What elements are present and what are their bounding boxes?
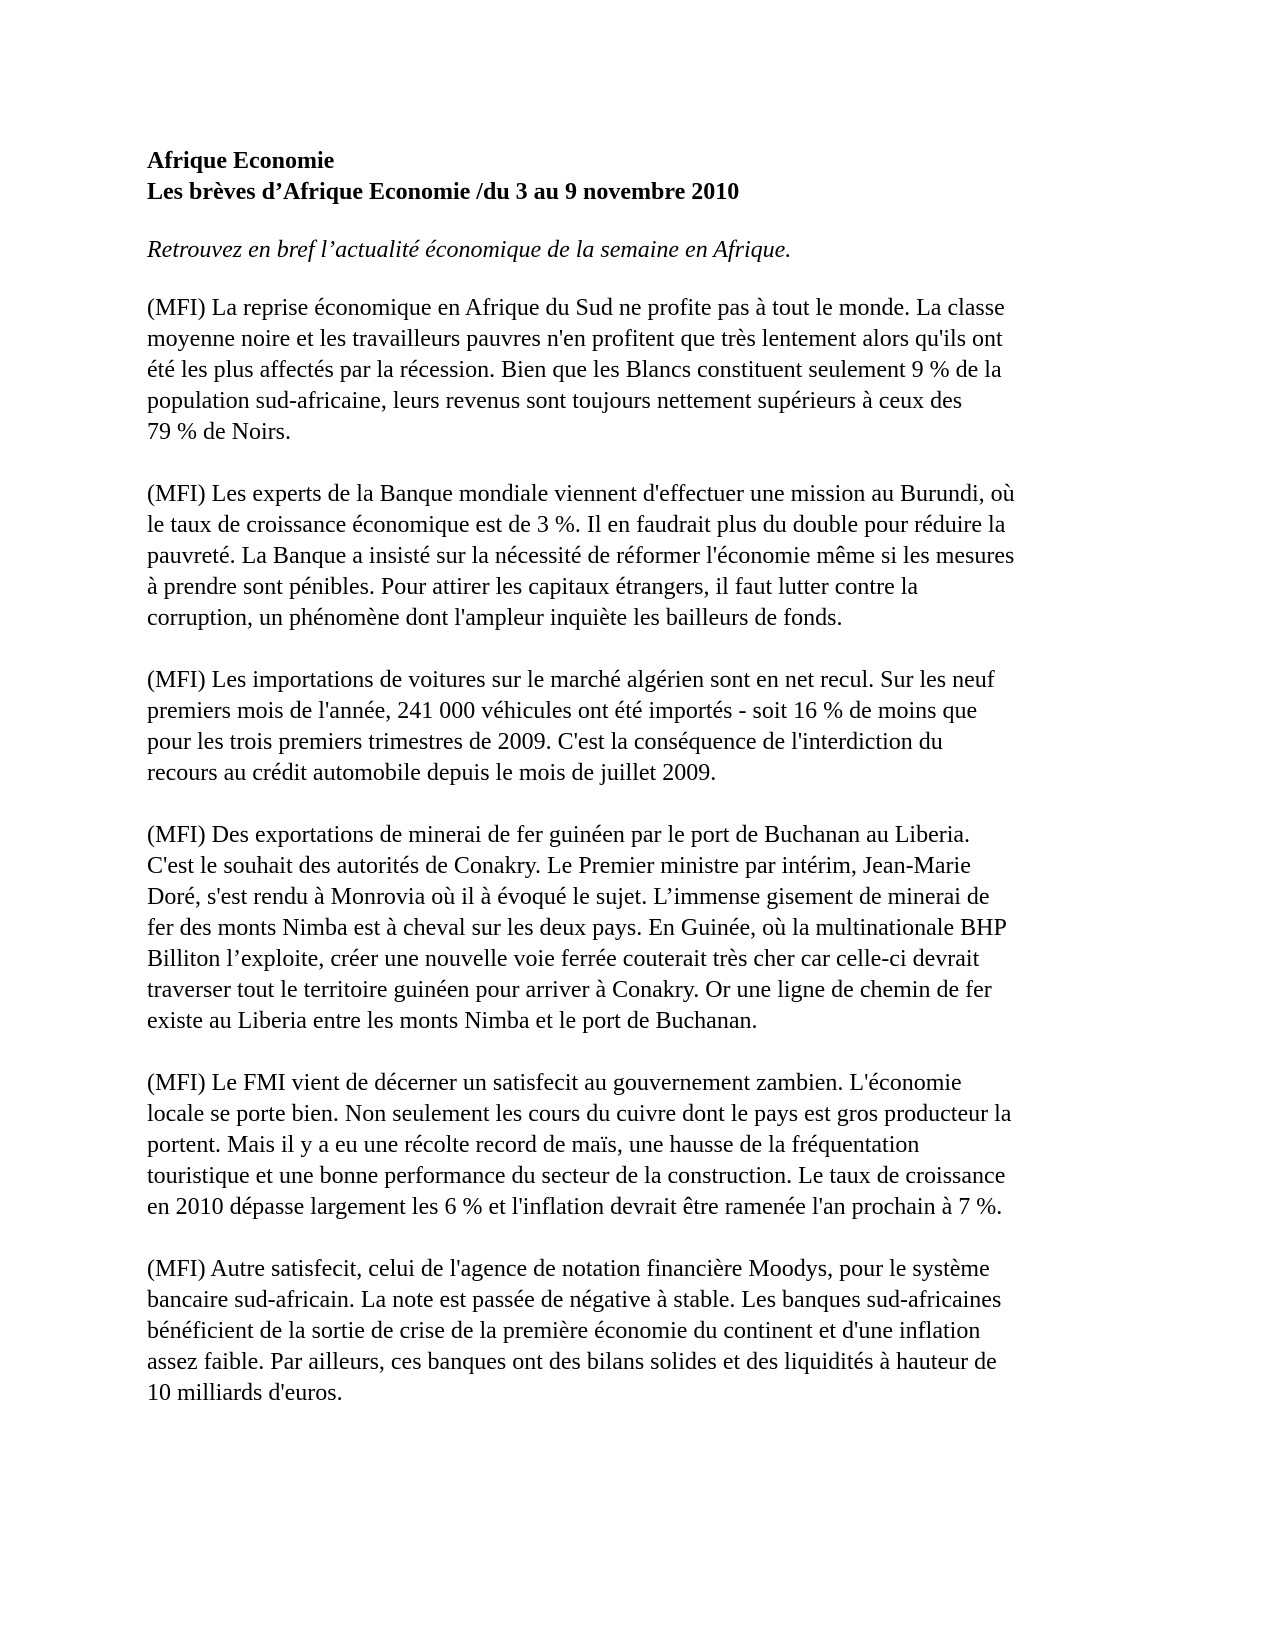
paragraph-line: portent. Mais il y a eu une récolte record de maïs, une hausse de la fréquentation bbox=[147, 1132, 920, 1158]
paragraph-1 bbox=[147, 293, 1137, 448]
paragraph-line: pour les trois premiers trimestres de 2009. C'est la conséquence de l'interdiction du bbox=[147, 729, 943, 755]
paragraph-line: (MFI) Des exportations de minerai de fer guinéen par le port de Buchanan au Liberia. bbox=[147, 822, 971, 848]
paragraph-line: C'est le souhait des autorités de Conakry. Le Premier ministre par intérim, Jean-Marie bbox=[147, 853, 971, 879]
paragraph-line: 10 milliards d'euros. bbox=[147, 1380, 343, 1406]
paragraph-2 bbox=[147, 479, 1137, 634]
paragraph-line: Doré, s'est rendu à Monrovia où il à évoqué le sujet. L’immense gisement de minerai de bbox=[147, 884, 990, 910]
spacer bbox=[147, 789, 1137, 820]
section-title: Afrique Economie bbox=[147, 148, 335, 174]
paragraph-line: (MFI) Autre satisfecit, celui de l'agence de notation financière Moodys, pour le système bbox=[147, 1256, 990, 1282]
paragraph-line: en 2010 dépasse largement les 6 % et l'inflation devrait être ramenée l'an prochain à 7 %. bbox=[147, 1194, 1003, 1220]
paragraph-line: premiers mois de l'année, 241 000 véhicules ont été importés - soit 16 % de moins que bbox=[147, 698, 978, 724]
paragraph-line: bénéficient de la sortie de crise de la première économie du continent et d'une inflation bbox=[147, 1318, 981, 1344]
document-header bbox=[147, 146, 1137, 208]
paragraph-line: Billiton l’exploite, créer une nouvelle voie ferrée couterait très cher car celle-ci devrait bbox=[147, 946, 980, 972]
paragraph-line: moyenne noire et les travailleurs pauvres n'en profitent que très lentement alors qu'ils ont bbox=[147, 326, 1003, 352]
paragraph-line: locale se porte bien. Non seulement les cours du cuivre dont le pays est gros producteur la bbox=[147, 1101, 1012, 1127]
paragraph-line: existe au Liberia entre les monts Nimba et le port de Buchanan. bbox=[147, 1008, 758, 1034]
paragraph-line: 79 % de Noirs. bbox=[147, 419, 291, 445]
spacer bbox=[147, 266, 1137, 293]
spacer bbox=[147, 1223, 1137, 1254]
paragraph-line: corruption, un phénomène dont l'ampleur inquiète les bailleurs de fonds. bbox=[147, 605, 843, 631]
paragraph-line: touristique et une bonne performance du secteur de la construction. Le taux de croissance bbox=[147, 1163, 1006, 1189]
paragraph-line: (MFI) Le FMI vient de décerner un satisfecit au gouvernement zambien. L'économie bbox=[147, 1070, 962, 1096]
document-content bbox=[147, 146, 1137, 1409]
paragraph-line: pauvreté. La Banque a insisté sur la nécessité de réformer l'économie même si les mesures bbox=[147, 543, 1015, 569]
page-title: Les brèves d’Afrique Economie /du 3 au 9 novembre 2010 bbox=[147, 179, 740, 205]
paragraph-line: à prendre sont pénibles. Pour attirer les capitaux étrangers, il faut lutter contre la bbox=[147, 574, 919, 600]
paragraph-line: recours au crédit automobile depuis le mois de juillet 2009. bbox=[147, 760, 717, 786]
spacer bbox=[147, 1037, 1137, 1068]
paragraph-3 bbox=[147, 665, 1137, 789]
paragraph-line: population sud-africaine, leurs revenus sont toujours nettement supérieurs à ceux des bbox=[147, 388, 963, 414]
paragraph-line: assez faible. Par ailleurs, ces banques ont des bilans solides et des liquidités à hauteur de bbox=[147, 1349, 997, 1375]
paragraph-4 bbox=[147, 820, 1137, 1037]
paragraph-line: été les plus affectés par la récession. Bien que les Blancs constituent seulement 9 % de la bbox=[147, 357, 1002, 383]
paragraph-line: (MFI) La reprise économique en Afrique du Sud ne profite pas à tout le monde. La classe bbox=[147, 295, 1005, 321]
paragraph-line: bancaire sud-africain. La note est passée de négative à stable. Les banques sud-africaines bbox=[147, 1287, 1002, 1313]
intro-text: Retrouvez en bref l’actualité économique de la semaine en Afrique. bbox=[147, 237, 792, 263]
paragraph-line: traverser tout le territoire guinéen pour arriver à Conakry. Or une ligne de chemin de fer bbox=[147, 977, 992, 1003]
spacer bbox=[147, 448, 1137, 479]
paragraph-line: (MFI) Les experts de la Banque mondiale viennent d'effectuer une mission au Burundi, où bbox=[147, 481, 1015, 507]
paragraph-line: fer des monts Nimba est à cheval sur les deux pays. En Guinée, où la multinationale BHP bbox=[147, 915, 1007, 941]
paragraph-6 bbox=[147, 1254, 1137, 1409]
paragraph-line: (MFI) Les importations de voitures sur le marché algérien sont en net recul. Sur les neuf bbox=[147, 667, 995, 693]
paragraph-5 bbox=[147, 1068, 1137, 1223]
paragraph-line: le taux de croissance économique est de 3 %. Il en faudrait plus du double pour réduire la bbox=[147, 512, 1006, 538]
spacer bbox=[147, 634, 1137, 665]
